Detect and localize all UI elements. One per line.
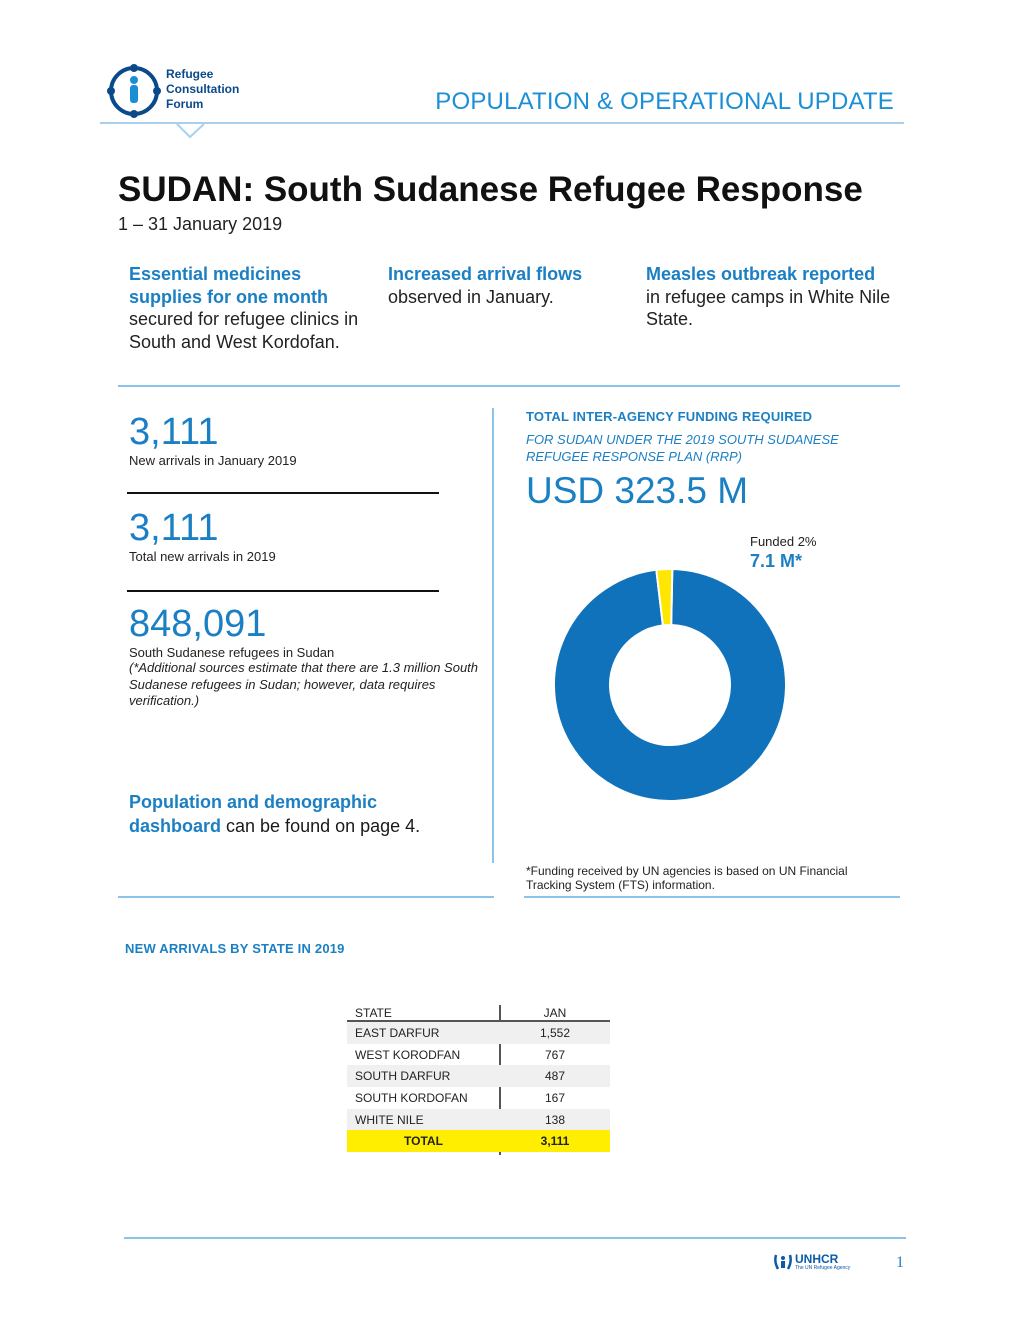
rcf-logo xyxy=(106,63,256,119)
dashboard-link-text: Population and demographic dashboard xyxy=(129,792,378,836)
unhcr-tagline: The UN Refugee Agency xyxy=(795,1265,851,1271)
funding-subheading: FOR SUDAN UNDER THE 2019 SOUTH SUDANESE REFUGEE RESPONSE PLAN (RRP) xyxy=(526,432,839,464)
highlight-heading: Increased arrival flows xyxy=(388,264,583,284)
table-total-row xyxy=(347,1130,610,1152)
stat-label: Total new arrivals in 2019 xyxy=(129,549,276,564)
section-divider xyxy=(118,896,494,898)
table-cell-state: WEST KORODFAN xyxy=(355,1047,461,1062)
funding-footnote: *Funding received by UN agencies is based on UN Financial Tracking System (FTS) information. xyxy=(526,864,848,892)
table-cell-jan: 487 xyxy=(544,1069,566,1084)
table-cell-jan: 767 xyxy=(544,1047,566,1062)
stat-new-arrivals-jan xyxy=(129,412,297,468)
stat-value: 3,111 xyxy=(129,507,219,549)
rcf-logo-text: Refugee Consultation Forum xyxy=(166,67,240,111)
stat-note: (*Additional sources estimate that there are 1.3 million South Sudanese refugees in Sudan; however, data requires verification.) xyxy=(129,660,479,708)
table-cell-state: SOUTH KORDOFAN xyxy=(355,1090,468,1105)
dashboard-reference xyxy=(129,790,469,838)
unhcr-logo xyxy=(773,1252,853,1272)
stat-label: South Sudanese refugees in Sudan xyxy=(129,645,335,660)
funding-donut-chart xyxy=(552,567,788,803)
table-header-row xyxy=(347,1005,610,1022)
table-cell-state: EAST DARFUR xyxy=(355,1025,440,1040)
header-divider xyxy=(100,122,904,124)
highlight-medicines xyxy=(129,263,359,353)
table-header-state: STATE xyxy=(355,1005,392,1020)
table-cell-jan: 167 xyxy=(544,1090,566,1105)
stat-divider xyxy=(127,590,439,592)
section-divider xyxy=(118,385,900,387)
unhcr-emblem-icon xyxy=(773,1252,793,1272)
stat-value: 3,111 xyxy=(129,411,219,453)
table-row xyxy=(347,1087,610,1109)
highlight-heading: Essential medicines supplies for one month xyxy=(129,264,329,307)
highlight-arrivals xyxy=(388,263,618,308)
highlight-heading: Measles outbreak reported xyxy=(646,264,876,284)
highlight-body: in refugee camps in White Nile State. xyxy=(646,286,891,329)
unhcr-wordmark: UNHCR xyxy=(795,1252,839,1266)
table-cell-state: SOUTH DARFUR xyxy=(355,1069,451,1084)
table-cell-jan: 1,552 xyxy=(539,1025,571,1040)
page-number: 1 xyxy=(896,1254,904,1271)
stat-label: New arrivals in January 2019 xyxy=(129,453,297,468)
footer-divider xyxy=(124,1237,906,1239)
page-title: SUDAN: South Sudanese Refugee Response xyxy=(118,170,863,209)
highlight-body: observed in January. xyxy=(388,286,554,307)
dashboard-body: can be found on page 4. xyxy=(221,816,421,836)
table-row xyxy=(347,1022,610,1044)
table-header-jan: JAN xyxy=(543,1005,567,1020)
section-divider xyxy=(524,896,900,898)
stat-divider xyxy=(127,492,439,494)
stat-value: 848,091 xyxy=(129,603,267,645)
arrivals-table xyxy=(347,1005,610,1152)
report-date: 1 – 31 January 2019 xyxy=(118,214,283,234)
table-total-label: TOTAL xyxy=(404,1134,443,1149)
highlight-measles xyxy=(646,263,896,331)
table-row xyxy=(347,1065,610,1087)
table-row xyxy=(347,1044,610,1066)
table-total-value: 3,111 xyxy=(540,1134,570,1149)
table-cell-jan: 138 xyxy=(544,1112,566,1127)
funding-amount: USD 323.5 M xyxy=(526,470,749,511)
arrivals-heading: NEW ARRIVALS BY STATE IN 2019 xyxy=(125,941,345,956)
funded-value: 7.1 M* xyxy=(750,551,803,571)
funding-heading: TOTAL INTER-AGENCY FUNDING REQUIRED xyxy=(526,409,813,424)
stat-total-arrivals-2019 xyxy=(129,508,276,564)
column-divider xyxy=(492,408,494,863)
stat-refugees-in-sudan xyxy=(129,604,479,710)
funded-label: Funded 2% xyxy=(750,534,817,549)
highlight-body: secured for refugee clinics in South and West Kordofan. xyxy=(129,309,359,352)
header-title: POPULATION & OPERATIONAL UPDATE xyxy=(435,88,894,115)
header-notch-icon xyxy=(176,123,206,139)
rcf-logo-icon xyxy=(106,63,162,119)
table-cell-state: WHITE NILE xyxy=(355,1112,424,1127)
table-row xyxy=(347,1109,610,1131)
